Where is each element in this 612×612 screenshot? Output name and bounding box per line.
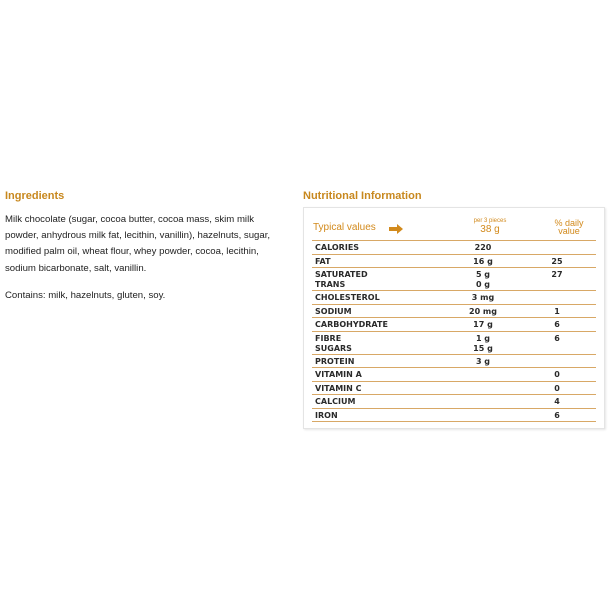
nutrient-name: FAT bbox=[315, 256, 331, 266]
daily-value-label-line2: value bbox=[558, 226, 580, 236]
ingredients-text: Milk chocolate (sugar, cocoa butter, cocoa mass, skim milk powder, anhydrous milk fat, lecithin, vanillin), hazelnuts, sugar, modified palm oil, wheat flour, whey powder, cocoa, lecithin, sodium bicarbonate, salt, vanillin. bbox=[5, 214, 271, 274]
nutrient-name: IRON bbox=[315, 410, 338, 420]
nutrient-amount: 20 mg bbox=[469, 306, 497, 316]
nutrient-daily-value: 27 bbox=[551, 270, 563, 279]
nutrient-daily-value: 4 bbox=[554, 397, 560, 406]
nutrient-name: SODIUM bbox=[315, 306, 352, 316]
nutrient-name: SUGARS bbox=[315, 343, 352, 353]
nutrient-name: CARBOHYDRATE bbox=[315, 320, 388, 329]
nutrient-name: VITAMIN C bbox=[315, 383, 362, 393]
daily-value-label bbox=[539, 219, 599, 235]
nutrient-name: CHOLESTEROL bbox=[315, 293, 380, 302]
nutrient-name: CALCIUM bbox=[315, 397, 356, 406]
nutrition-row bbox=[312, 355, 596, 369]
nutrient-daily-value: 6 bbox=[554, 320, 560, 329]
allergens-text: Contains: milk, hazelnuts, gluten, soy. bbox=[5, 290, 166, 301]
typical-values-label: Typical values bbox=[313, 222, 376, 233]
arrow-right-icon bbox=[389, 224, 403, 234]
nutrient-amount: 5 g bbox=[475, 270, 491, 279]
nutrition-row bbox=[312, 268, 596, 291]
serving-label: per 3 pieces bbox=[473, 218, 507, 224]
nutrient-daily-value: 6 bbox=[554, 333, 560, 343]
nutrient-amount: 0 g bbox=[475, 280, 491, 289]
nutrition-row bbox=[312, 382, 596, 396]
nutrient-amount: 3 g bbox=[475, 356, 491, 366]
nutrient-name: TRANS bbox=[315, 280, 346, 289]
nutrient-name: FIBRE bbox=[315, 333, 342, 343]
nutrition-row bbox=[312, 395, 596, 409]
nutrition-row bbox=[312, 318, 596, 332]
nutrient-daily-value: 0 bbox=[554, 370, 560, 379]
nutrient-daily-value: 0 bbox=[554, 383, 560, 393]
nutrient-name: PROTEIN bbox=[315, 356, 355, 366]
ingredients-heading: Ingredients bbox=[5, 190, 65, 202]
nutrient-daily-value: 25 bbox=[551, 256, 563, 266]
nutrition-row bbox=[312, 255, 596, 269]
nutrition-facts-table bbox=[303, 207, 605, 429]
nutrition-row bbox=[312, 305, 596, 319]
nutrient-name: CALORIES bbox=[315, 243, 360, 252]
nutrient-daily-value: 6 bbox=[554, 410, 560, 420]
nutrient-daily-value: 1 bbox=[554, 306, 560, 316]
nutrient-amount: 3 mg bbox=[471, 293, 495, 302]
nutrition-table-header bbox=[309, 213, 594, 243]
nutrition-row bbox=[312, 332, 596, 355]
nutrient-name: VITAMIN A bbox=[315, 370, 362, 379]
nutrition-heading: Nutritional Information bbox=[303, 190, 422, 202]
nutrition-row bbox=[312, 241, 596, 255]
nutrient-amount: 17 g bbox=[473, 320, 493, 329]
nutrient-amount: 220 bbox=[474, 243, 492, 252]
serving-size: 38 g bbox=[480, 224, 500, 235]
nutrition-row bbox=[312, 409, 596, 423]
nutrition-row bbox=[312, 368, 596, 382]
nutrient-amount: 1 g bbox=[475, 333, 491, 343]
nutrient-name: SATURATED bbox=[315, 270, 368, 279]
nutrient-amount: 15 g bbox=[473, 343, 493, 353]
nutrient-amount: 16 g bbox=[473, 256, 493, 266]
nutrition-row bbox=[312, 291, 596, 305]
daily-value-label-line1: % daily bbox=[554, 218, 584, 228]
nutrition-rows bbox=[312, 240, 596, 422]
